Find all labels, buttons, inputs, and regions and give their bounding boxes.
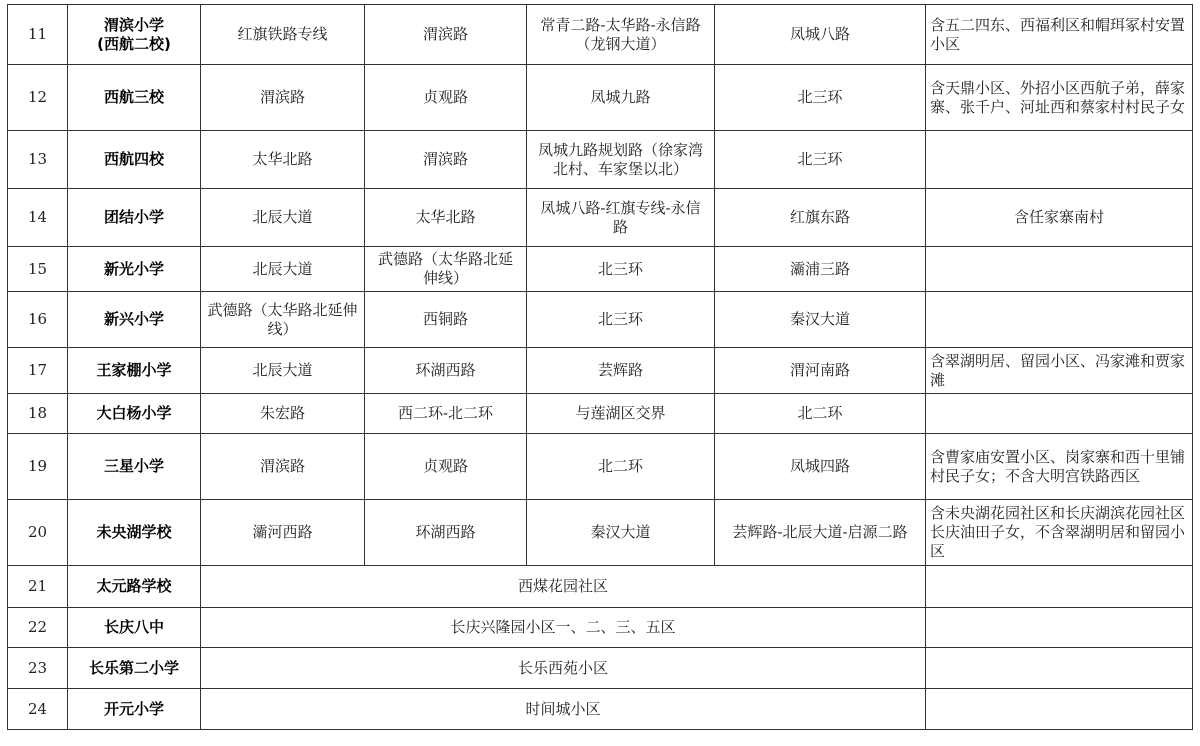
south-boundary: 与莲湖区交界 — [527, 394, 715, 434]
row-number: 22 — [8, 608, 68, 648]
north-boundary: 北三环 — [715, 131, 926, 189]
north-boundary: 灞浦三路 — [715, 247, 926, 292]
table-row — [8, 566, 1193, 608]
row-number: 19 — [8, 434, 68, 500]
row-number: 18 — [8, 394, 68, 434]
west-boundary: 贞观路 — [365, 434, 527, 500]
note-cell — [926, 131, 1193, 189]
table-row — [8, 131, 1193, 189]
school-name: 王家棚小学 — [68, 348, 201, 394]
table-row — [8, 292, 1193, 348]
school-name: 开元小学 — [68, 689, 201, 730]
east-boundary: 武德路（太华路北延伸线） — [201, 292, 365, 348]
table-row — [8, 348, 1193, 394]
north-boundary: 秦汉大道 — [715, 292, 926, 348]
west-boundary: 贞观路 — [365, 65, 527, 131]
east-boundary: 红旗铁路专线 — [201, 5, 365, 65]
south-boundary: 北三环 — [527, 247, 715, 292]
row-number: 11 — [8, 5, 68, 65]
row-number: 16 — [8, 292, 68, 348]
west-boundary: 环湖西路 — [365, 500, 527, 566]
south-boundary: 北二环 — [527, 434, 715, 500]
east-boundary: 灞河西路 — [201, 500, 365, 566]
south-boundary: 芸辉路 — [527, 348, 715, 394]
east-boundary: 北辰大道 — [201, 247, 365, 292]
west-boundary: 渭滨路 — [365, 131, 527, 189]
row-number: 21 — [8, 566, 68, 608]
note-cell — [926, 394, 1193, 434]
west-boundary: 渭滨路 — [365, 5, 527, 65]
west-boundary: 西铜路 — [365, 292, 527, 348]
row-number: 13 — [8, 131, 68, 189]
south-boundary: 凤城八路-红旗专线-永信路 — [527, 189, 715, 247]
table-row — [8, 5, 1193, 65]
table-row — [8, 189, 1193, 247]
north-boundary: 凤城八路 — [715, 5, 926, 65]
row-number: 17 — [8, 348, 68, 394]
south-boundary: 北三环 — [527, 292, 715, 348]
east-boundary: 北辰大道 — [201, 348, 365, 394]
west-boundary: 西二环-北二环 — [365, 394, 527, 434]
east-boundary: 太华北路 — [201, 131, 365, 189]
service-area: 时间城小区 — [201, 689, 926, 730]
note-cell — [926, 566, 1193, 608]
note-cell — [926, 608, 1193, 648]
north-boundary: 北三环 — [715, 65, 926, 131]
note-cell: 含翠湖明居、留园小区、冯家滩和贾家滩 — [926, 348, 1193, 394]
note-cell: 含曹家庙安置小区、岗家寨和西十里铺村民子女；不含大明宫铁路西区 — [926, 434, 1193, 500]
table-row — [8, 500, 1193, 566]
south-boundary: 凤城九路 — [527, 65, 715, 131]
school-name: 新兴小学 — [68, 292, 201, 348]
note-cell — [926, 689, 1193, 730]
north-boundary: 渭河南路 — [715, 348, 926, 394]
row-number: 20 — [8, 500, 68, 566]
note-cell: 含任家寨南村 — [926, 189, 1193, 247]
row-number: 24 — [8, 689, 68, 730]
note-cell: 含未央湖花园社区和长庆湖滨花园社区长庆油田子女，不含翠湖明居和留园小区 — [926, 500, 1193, 566]
school-name: 西航三校 — [68, 65, 201, 131]
south-boundary: 常青二路-太华路-永信路（龙钢大道） — [527, 5, 715, 65]
service-area: 长庆兴隆园小区一、二、三、五区 — [201, 608, 926, 648]
west-boundary: 太华北路 — [365, 189, 527, 247]
row-number: 15 — [8, 247, 68, 292]
west-boundary: 武德路（太华路北延伸线） — [365, 247, 527, 292]
school-name: 长乐第二小学 — [68, 648, 201, 689]
table-row — [8, 648, 1193, 689]
school-district-table — [7, 4, 1193, 730]
table-row — [8, 608, 1193, 648]
school-name: 团结小学 — [68, 189, 201, 247]
school-name: 长庆八中 — [68, 608, 201, 648]
south-boundary: 凤城九路规划路（徐家湾北村、车家堡以北） — [527, 131, 715, 189]
east-boundary: 朱宏路 — [201, 394, 365, 434]
school-name: 渭滨小学 (西航二校) — [68, 5, 201, 65]
row-number: 12 — [8, 65, 68, 131]
east-boundary: 北辰大道 — [201, 189, 365, 247]
service-area: 长乐西苑小区 — [201, 648, 926, 689]
north-boundary: 凤城四路 — [715, 434, 926, 500]
school-name: 新光小学 — [68, 247, 201, 292]
north-boundary: 红旗东路 — [715, 189, 926, 247]
note-cell — [926, 292, 1193, 348]
south-boundary: 秦汉大道 — [527, 500, 715, 566]
table-row — [8, 394, 1193, 434]
east-boundary: 渭滨路 — [201, 434, 365, 500]
note-cell: 含天鼎小区、外招小区西航子弟，薛家寨、张千户、河址西和蔡家村村民子女 — [926, 65, 1193, 131]
north-boundary: 北二环 — [715, 394, 926, 434]
school-name: 西航四校 — [68, 131, 201, 189]
east-boundary: 渭滨路 — [201, 65, 365, 131]
row-number: 14 — [8, 189, 68, 247]
row-number: 23 — [8, 648, 68, 689]
school-name: 太元路学校 — [68, 566, 201, 608]
west-boundary: 环湖西路 — [365, 348, 527, 394]
school-name: 大白杨小学 — [68, 394, 201, 434]
table-row — [8, 247, 1193, 292]
note-cell: 含五二四东、西福利区和帽珥冢村安置小区 — [926, 5, 1193, 65]
note-cell — [926, 648, 1193, 689]
table-row — [8, 434, 1193, 500]
north-boundary: 芸辉路-北辰大道-启源二路 — [715, 500, 926, 566]
note-cell — [926, 247, 1193, 292]
table-row — [8, 689, 1193, 730]
school-name: 三星小学 — [68, 434, 201, 500]
service-area: 西煤花园社区 — [201, 566, 926, 608]
table-row — [8, 65, 1193, 131]
school-name: 未央湖学校 — [68, 500, 201, 566]
